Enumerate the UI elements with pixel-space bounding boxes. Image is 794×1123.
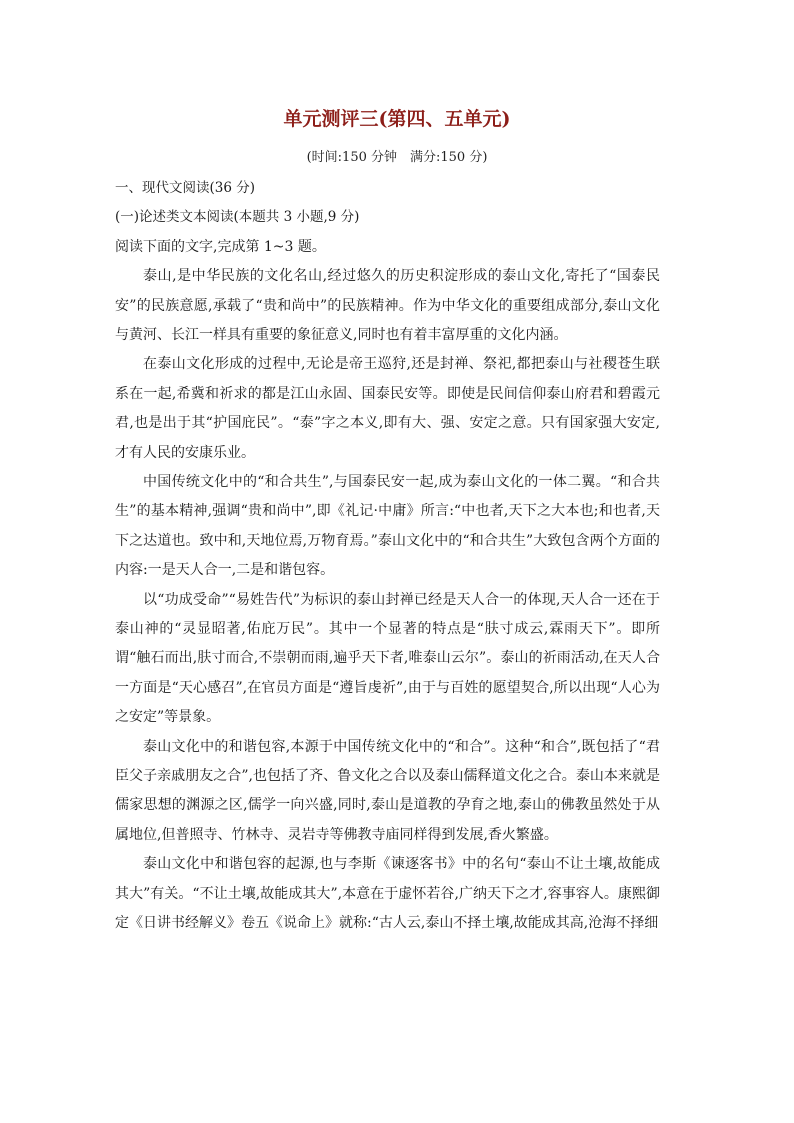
- paragraph: 泰山,是中华民族的文化名山,经过悠久的历史积淀形成的泰山文化,寄托了“国泰民安”的民族意愿,承载了“贵和尚中”的民族精神。作为中华文化的重要组成部分,泰山文化与黄河、长江一样具有重要的象征意义,同时也有着丰富厚重的文化内涵。: [115, 268, 660, 343]
- subsection-heading: (一)论述类文本阅读(本题共 3 小题,9 分): [115, 209, 360, 226]
- paragraph: 以“功成受命”“易姓告代”为标识的泰山封禅已经是天人合一的体现,天人合一还在于泰山神的“灵显昭著,佑庇万民”。其中一个显著的特点是“肤寸成云,霖雨天下”。即所谓“触石而出,肤寸而合,不崇朝而雨,遍乎天下者,唯泰山云尔”。泰山的祈雨活动,在天人合一方面是“天心感召”,在官员方面是“遵旨虔祈”,由于与百姓的愿望契合,所以出现“人心为之安定”等景象。: [115, 591, 660, 726]
- section-heading: 一、现代文阅读(36 分): [115, 180, 256, 196]
- paragraph: 泰山文化中的和谐包容,本源于中国传统文化中的“和合”。这种“和合”,既包括了“君臣父子亲戚朋友之合”,也包括了齐、鲁文化之合以及泰山儒释道文化之合。泰山本来就是儒家思想的渊源之区,儒学一向兴盛,同时,泰山是道教的孕育之地,泰山的佛教虽然处于从属地位,但普照寺、竹林寺、灵岩寺等佛教寺庙同样得到发展,香火繁盛。: [115, 738, 660, 843]
- exam-time-and-score: (时间:150 分钟 满分:150 分): [306, 150, 488, 165]
- document-body: [115, 174, 660, 939]
- reading-instruction: 阅读下面的文字,完成第 1~3 题。: [115, 238, 326, 255]
- paragraph: 在泰山文化形成的过程中,无论是帝王巡狩,还是封禅、祭祀,都把泰山与社稷苍生联系在一起,希冀和祈求的都是江山永固、国泰民安等。即使是民间信仰泰山府君和碧霞元君,也是出于其“护国庇民”。“泰”字之本义,即有大、强、安定之意。只有国家强大安定,才有人民的安康乐业。: [115, 356, 660, 461]
- paragraph: 泰山文化中和谐包容的起源,也与李斯《谏逐客书》中的名句“泰山不让土壤,故能成其大”有关。“不让土壤,故能成其大”,本意在于虚怀若谷,广纳天下之才,容事容人。康熙御定《日讲书经解义》卷五《说命上》就称:“古人云,泰山不择土壤,故能成其高,沧海不择细: [115, 856, 660, 932]
- paragraph: 中国传统文化中的“和合共生”,与国泰民安一起,成为泰山文化的一体二翼。“和合共生”的基本精神,强调“贵和尚中”,即《礼记·中庸》所言:“中也者,天下之大本也;和也者,天下之达道也。致中和,天地位焉,万物育焉。”泰山文化中的“和合共生”大致包含两个方面的内容:一是天人合一,二是和谐包容。: [115, 474, 660, 579]
- document-title: 单元测评三(第四、五单元): [283, 108, 511, 130]
